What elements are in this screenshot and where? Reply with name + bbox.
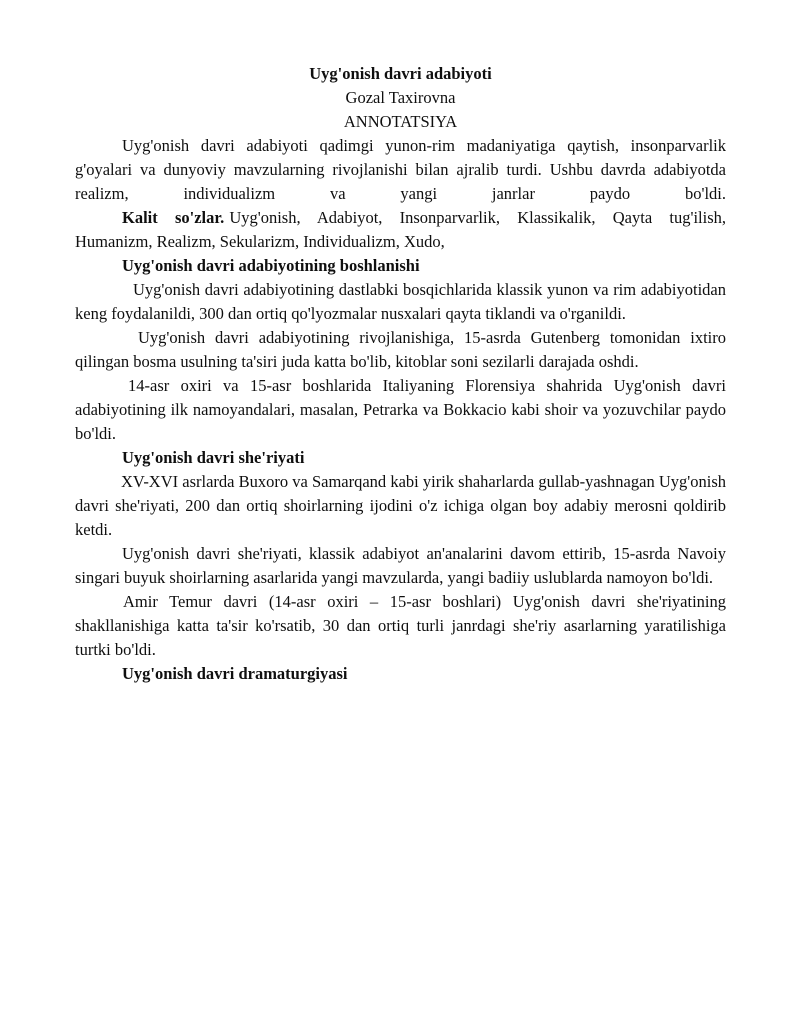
section-heading-boshlanishi: Uyg'onish davri adabiyotining boshlanishi [122,256,420,275]
paragraph-amir-temur: Amir Temur davri (14-asr oxiri – 15-asr boshlari) Uyg'onish davri she'riyatining shakllanishiga katta ta'sir ko'rsatib, 30 dan ortiq turli janrdagi she'riy asarlarning yaratilishiga turtki bo'ldi. [75,592,726,659]
abstract-heading: ANNOTATSIYA [343,112,458,131]
author-name: Gozal Taxirovna [345,88,456,107]
paragraph-gutenberg: Uyg'onish davri adabiyotining rivojlanishiga, 15-asrda Gutenberg tomonidan ixtiro qilingan bosma usulning ta'siri juda katta bo'lib, kitoblar soni sezilarli darajada oshdi. [75,328,726,371]
paragraph-klassik-manbalar: Uyg'onish davri adabiyotining dastlabki bosqichlarida klassik yunon va rim adabiyotidan keng foydalanildi, 300 dan ortiq qo'lyozmalar nusxalari qayta tiklandi va o'rganildi. [75,280,726,323]
keywords-label: Kalit so'zlar. [122,208,225,227]
keywords-text: Uyg'onish, Adabiyot, Insonparvarlik, Klassikalik, Qayta tug'ilish, Humanizm, Realizm, Sekularizm, Individualizm, Xudo, [75,208,726,251]
paragraph-florensiya: 14-asr oxiri va 15-asr boshlarida Italiyaning Florensiya shahrida Uyg'onish davri adabiyotining ilk namoyandalari, masalan, Petrarka va Bokkacio kabi shoir va yozuvchilar paydo bo'ldi. [75,376,726,443]
abstract-paragraph: Uyg'onish davri adabiyoti qadimgi yunon-rim madaniyatiga qaytish, insonparvarlik g'oyalari va dunyoviy mavzularning rivojlanishi bilan ajralib turdi. Ushbu davrda adabiyotda realizm, individualizm va yangi janrlar paydo bo'ldi. [75,136,726,203]
paragraph-buxoro-samarqand: XV-XVI asrlarda Buxoro va Samarqand kabi yirik shaharlarda gullab-yashnagan Uyg'onish davri she'riyati, 200 dan ortiq shoirlarning ijodini o'z ichiga olgan boy adabiy merosni qoldirib ketdi. [75,472,726,539]
section-heading-sheriyati: Uyg'onish davri she'riyati [122,448,305,467]
document-title: Uyg'onish davri adabiyoti [309,64,492,83]
section-heading-dramaturgiyasi: Uyg'onish davri dramaturgiyasi [122,664,348,683]
keywords-paragraph [75,206,726,254]
paragraph-navoiy: Uyg'onish davri she'riyati, klassik adabiyot an'analarini davom ettirib, 15-asrda Navoiy singari buyuk shoirlarning asarlarida yangi mavzularda, yangi badiiy uslublarda namoyon bo'ldi. [75,544,726,587]
